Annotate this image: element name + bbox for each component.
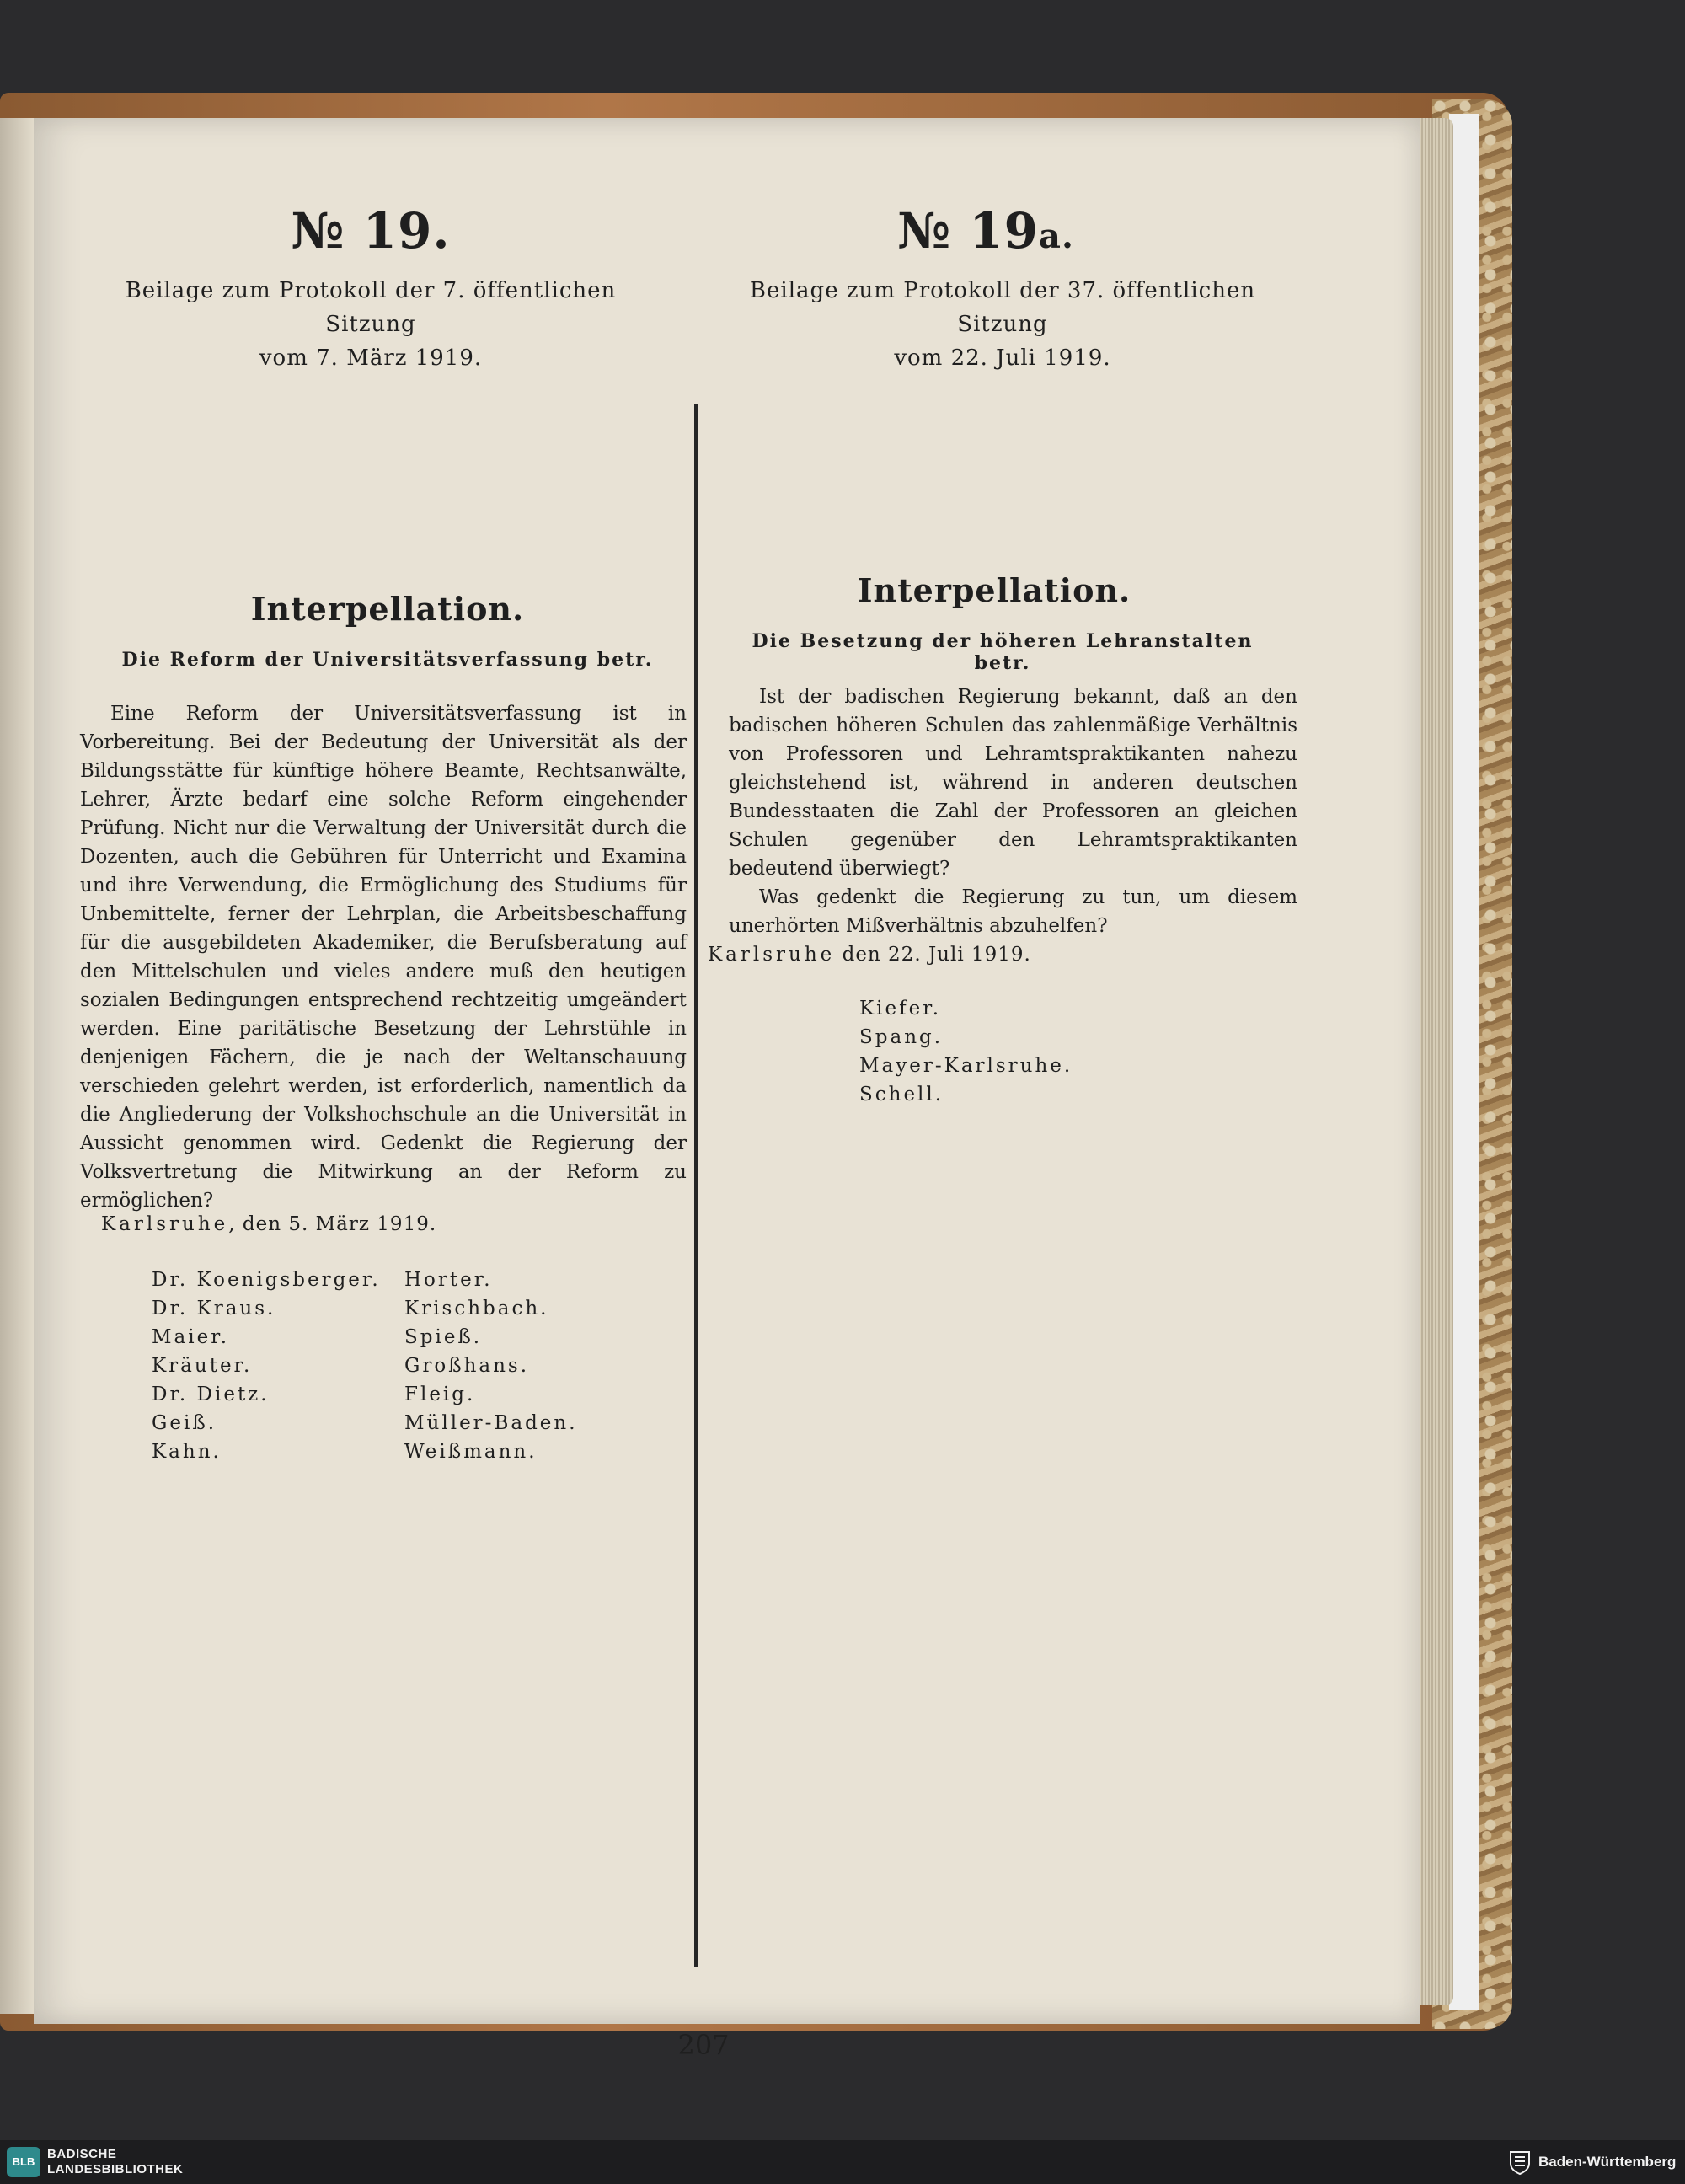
right-heading: Interpellation. bbox=[857, 571, 1131, 609]
left-body-text: Eine Reform der Universitätsverfassung ist in Vorbereitung. Bei der Bedeutung der Universität als der Bildungsstätte für künftige höhere Beamte, Rechtsanwälte, Lehrer, Ärzte bedarf eine solche Reform eingehender Prüfung. Nicht nur die Verwaltung der Universität durch die Dozenten, auch die Gebühren für Unterricht und Examina und ihre Verwendung, die Ermöglichung des Studiums für Unbemittelte, ferner der Lehrplan, die Arbeitsbeschaffung für die ausgebildeten Akademiker, die Berufsberatung auf den Mittelschulen und vieles andere muß den heutigen sozialen Bedingungen entsprechend rechtzeitig umgeändert werden. Eine paritätische Besetzung der Lehrstühle in denjenigen Fächern, die je nach der Weltanschauung verschieden gelehrt werden, ist erforderlich, namentlich da die Angliederung der Volkshochschule an die Universität in Aussicht genommen wird. Gedenkt die Regierung der Volksvertretung die Mitwirkung an der Reform zu ermöglichen? bbox=[80, 703, 687, 1212]
blb-logo-icon[interactable]: BLB bbox=[7, 2147, 40, 2177]
right-body-paragraph-1: Ist der badischen Regierung bekannt, daß an den badischen höheren Schulen das zahlenmäßige Verhältnis von Professoren und Lehramtspraktikanten nahezu gleichstehend ist, während in anderen deutschen Bundesstaaten die Zahl der Professoren an gleichen Schulen gegenüber den Lehramtspraktikanten bedeutend überwiegt? bbox=[729, 686, 1297, 880]
signer: Großhans. bbox=[404, 1355, 530, 1377]
library-name-line-2: LANDESBIBLIOTHEK bbox=[47, 2162, 184, 2176]
right-signers bbox=[859, 994, 1073, 1109]
right-subtitle-line-2: vom 22. Juli 1919. bbox=[894, 345, 1111, 371]
right-subtitle-line-1: Beilage zum Protokoll der 37. öffentlichen Sitzung bbox=[749, 278, 1256, 337]
signer: Schell. bbox=[859, 1084, 944, 1105]
signer: Kiefer. bbox=[859, 998, 942, 1020]
right-body-text bbox=[729, 682, 1297, 940]
signer: Geiß. bbox=[152, 1412, 217, 1434]
signer: Kräuter. bbox=[152, 1355, 253, 1377]
left-place: Karlsruhe bbox=[101, 1213, 229, 1235]
signer: Dr. Koenigsberger. bbox=[152, 1269, 381, 1291]
left-date: , den 5. März 1919. bbox=[228, 1213, 437, 1235]
signer: Spieß. bbox=[404, 1326, 483, 1348]
footer-bar bbox=[0, 2140, 1685, 2184]
page-number: 207 bbox=[677, 2029, 730, 2061]
signer: Dr. Dietz. bbox=[152, 1384, 270, 1405]
page-block-edge bbox=[1449, 114, 1479, 2010]
right-number-main: № 19 bbox=[897, 202, 1040, 260]
right-place: Karlsruhe bbox=[708, 944, 836, 966]
signer: Mayer-Karlsruhe. bbox=[859, 1055, 1073, 1077]
column-divider bbox=[694, 404, 698, 1967]
right-number-suffix: a. bbox=[1039, 217, 1074, 256]
left-signers-col-1 bbox=[152, 1266, 381, 1466]
left-subheading: Die Reform der Universitätsverfassung betr. bbox=[121, 649, 654, 671]
signer: Kahn. bbox=[152, 1441, 222, 1463]
library-name[interactable] bbox=[47, 2147, 183, 2177]
signer: Dr. Kraus. bbox=[152, 1298, 276, 1320]
document-page bbox=[34, 118, 1420, 2061]
right-subheading: Die Besetzung der höheren Lehranstalten betr. bbox=[752, 630, 1254, 674]
state-name[interactable]: Baden-Württemberg bbox=[1538, 2154, 1677, 2170]
signer: Weißmann. bbox=[404, 1441, 538, 1463]
signer: Krischbach. bbox=[404, 1298, 549, 1320]
right-place-date bbox=[708, 944, 1031, 966]
left-subtitle-line-1: Beilage zum Protokoll der 7. öffentlichen Sitzung bbox=[125, 278, 617, 337]
left-signers-col-2 bbox=[404, 1266, 578, 1466]
library-name-line-1: BADISCHE bbox=[47, 2147, 117, 2161]
baden-wuerttemberg-lion-icon[interactable] bbox=[1508, 2149, 1532, 2176]
signer: Fleig. bbox=[404, 1384, 476, 1405]
facing-page-edge bbox=[0, 118, 38, 2014]
right-document-number bbox=[851, 202, 1121, 260]
left-place-date bbox=[101, 1213, 436, 1235]
signer: Maier. bbox=[152, 1326, 230, 1348]
signer: Horter. bbox=[404, 1269, 493, 1291]
signer: Spang. bbox=[859, 1026, 944, 1048]
right-date: den 22. Juli 1919. bbox=[835, 944, 1031, 966]
right-body-paragraph-2: Was gedenkt die Regierung zu tun, um diesem unerhörten Mißverhältnis abzuhelfen? bbox=[729, 886, 1297, 937]
right-subtitle bbox=[716, 274, 1289, 375]
left-subtitle bbox=[93, 274, 649, 375]
left-subtitle-line-2: vom 7. März 1919. bbox=[259, 345, 483, 371]
left-heading: Interpellation. bbox=[250, 590, 525, 628]
left-document-number: № 19. bbox=[291, 202, 451, 260]
signer: Müller-Baden. bbox=[404, 1412, 578, 1434]
